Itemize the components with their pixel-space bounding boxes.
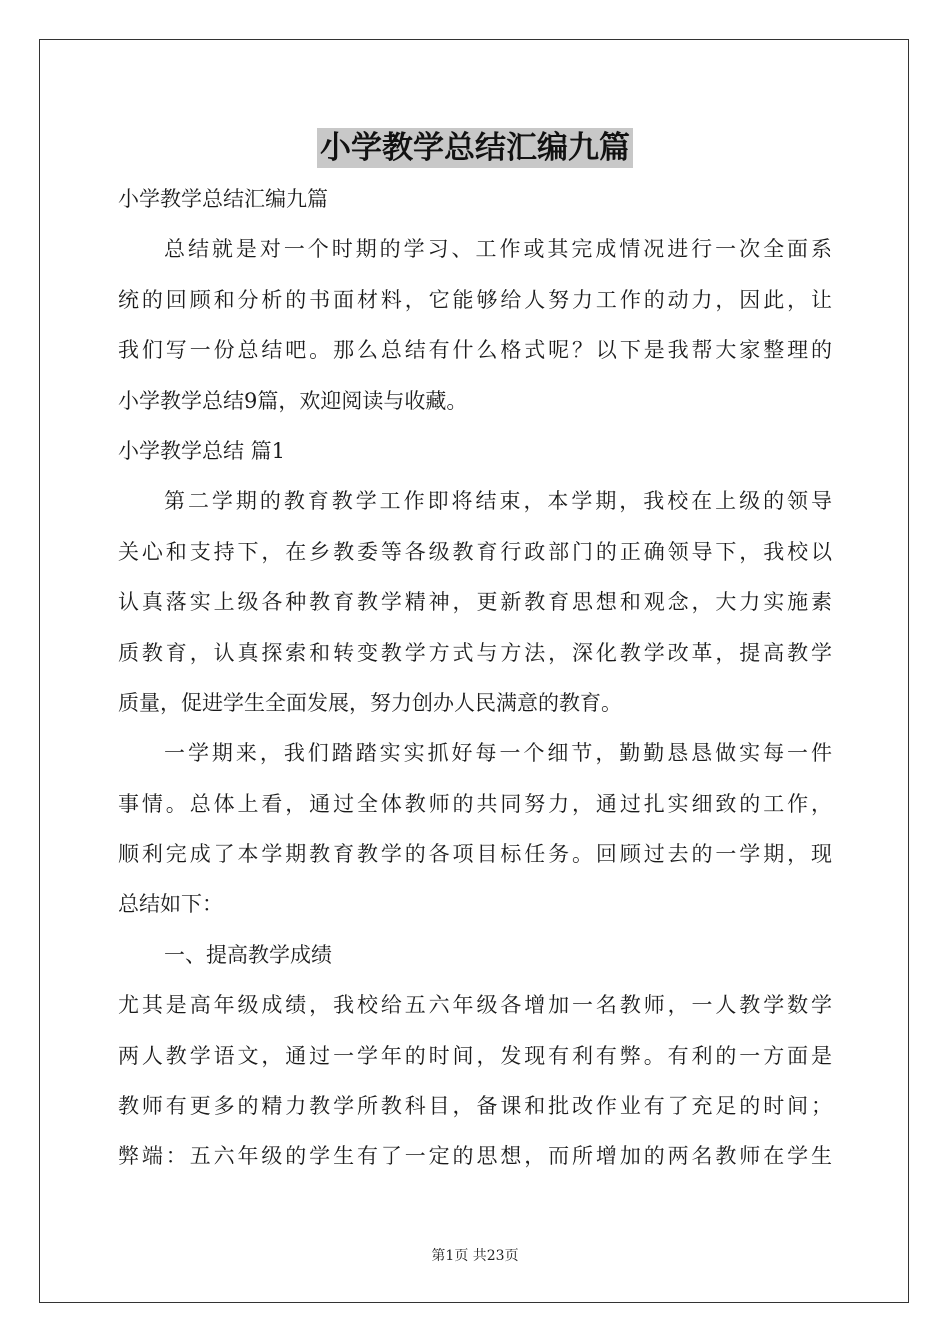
section-heading: 小学教学总结 篇1	[118, 438, 286, 463]
document-body	[118, 174, 832, 1182]
body-line: 顺利完成了本学期教育教学的各项目标任务。回顾过去的一学期，现	[118, 842, 832, 867]
body-line: 总结就是对一个时期的学习、工作或其完成情况进行一次全面系	[164, 237, 832, 262]
title-container	[0, 128, 950, 168]
page-number: 第1页 共23页	[431, 1248, 519, 1264]
body-line: 质教育，认真探索和转变教学方式与方法，深化教学改革，提高教学	[118, 640, 832, 665]
body-line: 尤其是高年级成绩，我校给五六年级各增加一名教师，一人教学数学	[118, 993, 832, 1018]
body-line: 我们写一份总结吧。那么总结有什么格式呢？以下是我帮大家整理的	[118, 338, 832, 363]
body-line: 一学期来，我们踏踏实实抓好每一个细节，勤勤恳恳做实每一件	[164, 741, 832, 766]
body-line: 教师有更多的精力教学所教科目，备课和批改作业有了充足的时间；	[118, 1094, 832, 1119]
body-line: 弊端：五六年级的学生有了一定的思想，而所增加的两名教师在学生	[118, 1144, 832, 1169]
body-line: 统的回顾和分析的书面材料，它能够给人努力工作的动力，因此，让	[118, 287, 832, 312]
body-line: 总结如下：	[118, 892, 223, 917]
body-line: 小学教学总结9篇，欢迎阅读与收藏。	[118, 388, 468, 413]
body-line: 事情。总体上看，通过全体教师的共同努力，通过扎实细致的工作，	[118, 791, 832, 816]
subsection-heading: 一、提高教学成绩	[164, 942, 332, 967]
document-title: 小学教学总结汇编九篇	[317, 128, 633, 168]
body-line: 关心和支持下，在乡教委等各级教育行政部门的正确领导下，我校以	[118, 539, 832, 564]
body-line: 质量，促进学生全面发展，努力创办人民满意的教育。	[118, 690, 622, 715]
body-line: 第二学期的教育教学工作即将结束，本学期，我校在上级的领导	[164, 489, 832, 514]
body-line: 认真落实上级各种教育教学精神，更新教育思想和观念，大力实施素	[118, 590, 832, 615]
subtitle-line: 小学教学总结汇编九篇	[118, 187, 328, 211]
body-line: 两人教学语文，通过一学年的时间，发现有利有弊。有利的一方面是	[118, 1043, 832, 1068]
